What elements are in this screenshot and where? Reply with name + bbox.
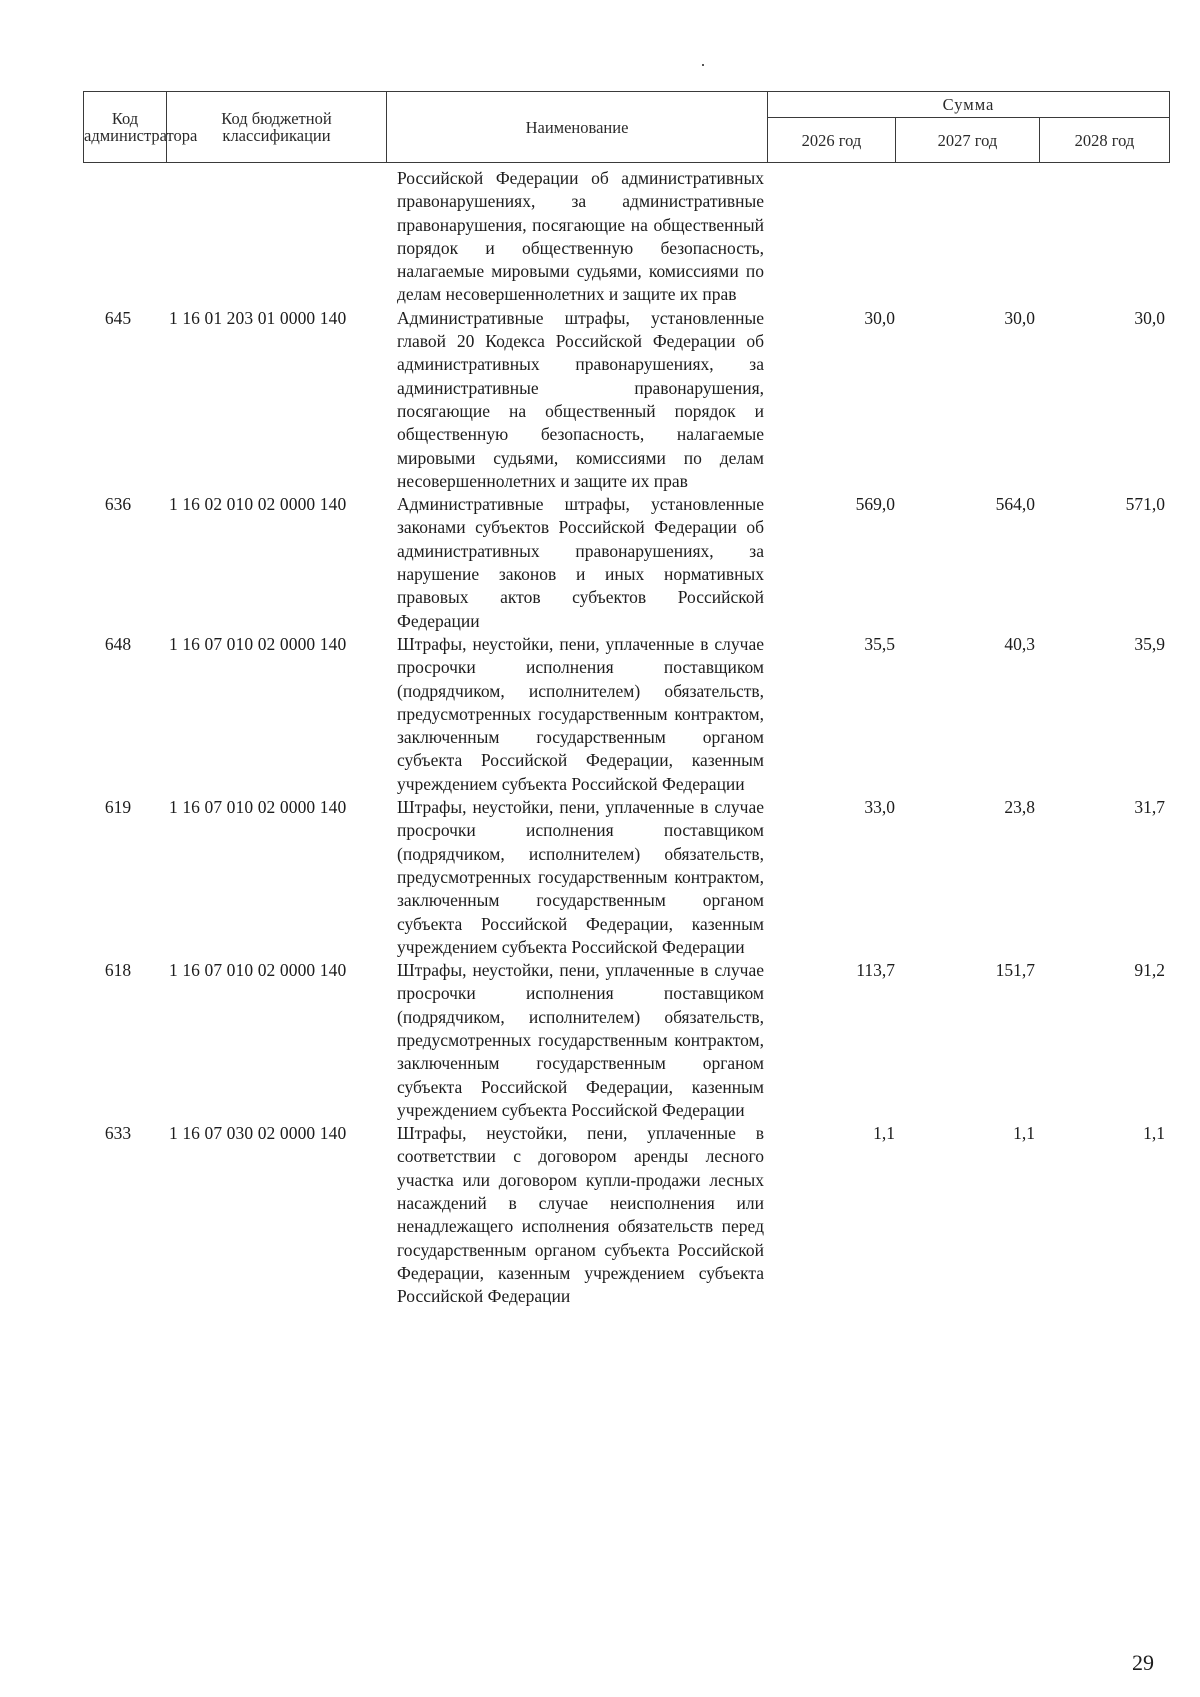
table-header [83, 91, 1170, 163]
amount-2027: 1,1 [1013, 1123, 1035, 1144]
amount-2026: 569,0 [855, 494, 895, 515]
admin-code: 618 [104, 960, 132, 981]
amount-2028: 35,9 [1134, 633, 1165, 654]
admin-code: 619 [104, 797, 132, 818]
header-name: Наименование [387, 92, 768, 163]
table-body [0, 167, 1200, 1309]
admin-code: 645 [104, 307, 132, 328]
amount-2027: 564,0 [995, 494, 1035, 515]
table-row [0, 493, 1200, 633]
item-name: Административные штрафы, установленные законами субъектов Российской Федерации об административных правонарушениях, за нарушение законов и иных нормативных правовых актов субъектов Российской Федерации [397, 494, 764, 631]
item-name: Штрафы, неустойки, пени, уплаченные в случае просрочки исполнения поставщиком (подрядчиком, исполнителем) обязательств, предусмотренных государственным контрактом, заключенным государственным органом субъекта Российской Федерации, казенным учреждением субъекта Российской Федерации [397, 633, 764, 794]
header-year-2027: 2027 год [896, 118, 1040, 163]
amount-2027: 40,3 [1004, 633, 1035, 654]
table-row [0, 307, 1200, 493]
item-name: Штрафы, неустойки, пени, уплаченные в случае просрочки исполнения поставщиком (подрядчиком, исполнителем) обязательств, предусмотренных государственным контрактом, заключенным государственным органом субъекта Российской Федерации, казенным учреждением субъекта Российской Федерации [397, 797, 764, 957]
scan-mark [702, 64, 704, 66]
item-name: Штрафы, неустойки, пени, уплаченные в соответствии с договором аренды лесного участка или договором купли-продажи лесных насаждений в случае неисполнения или ненадлежащего исполнения обязательств перед государственным органом субъекта Российской Федерации, казенным учреждением субъекта Российской Федерации [397, 1123, 764, 1307]
amount-2026: 1,1 [873, 1123, 895, 1144]
amount-2027: 30,0 [1004, 307, 1035, 328]
amount-2027: 23,8 [1004, 797, 1035, 818]
amount-2026: 113,7 [856, 960, 895, 981]
table-row [0, 796, 1200, 959]
table-row [0, 1122, 1200, 1308]
header-sum: Сумма [768, 92, 1170, 118]
amount-2027: 151,7 [995, 960, 1035, 981]
amount-2028: 30,0 [1134, 307, 1165, 328]
amount-2026: 33,0 [864, 797, 895, 818]
amount-2026: 35,5 [864, 633, 895, 654]
admin-code: 636 [104, 494, 132, 515]
header-year-2026: 2026 год [768, 118, 896, 163]
kbk-code: 1 16 07 030 02 0000 140 [169, 1123, 347, 1144]
table-row [0, 167, 1200, 307]
admin-code: 633 [104, 1123, 132, 1144]
amount-2028: 31,7 [1134, 797, 1165, 818]
amount-2028: 91,2 [1134, 960, 1165, 981]
item-name: Административные штрафы, установленные главой 20 Кодекса Российской Федерации об административных правонарушениях, за административные правонарушения, посягающие на общественный порядок и общественную безопасность, налагаемые мировыми судьями, комиссиями по делам несовершеннолетних и защите их прав [397, 307, 764, 491]
admin-code: 648 [104, 633, 132, 654]
item-name: Штрафы, неустойки, пени, уплаченные в случае просрочки исполнения поставщиком (подрядчиком, исполнителем) обязательств, предусмотренных государственным контрактом, заключенным государственным органом субъекта Российской Федерации, казенным учреждением субъекта Российской Федерации [397, 960, 764, 1120]
page-number: 29 [1132, 1650, 1154, 1675]
header-admin-code: Код администратора [84, 92, 167, 163]
header-year-2028: 2028 год [1040, 118, 1170, 163]
table-row [0, 633, 1200, 796]
item-name: Российской Федерации об административных правонарушениях, за административные правонарушения, посягающие на общественный порядок и общественную безопасность, налагаемые мировыми судьями, комиссиями по делам несовершеннолетних и защите их прав [397, 168, 764, 305]
amount-2028: 571,0 [1125, 494, 1165, 515]
kbk-code: 1 16 07 010 02 0000 140 [169, 960, 347, 981]
kbk-code: 1 16 07 010 02 0000 140 [169, 633, 347, 654]
header-kbk: Код бюджетной классификации [167, 92, 387, 163]
table-row [0, 959, 1200, 1122]
amount-2026: 30,0 [864, 307, 895, 328]
kbk-code: 1 16 02 010 02 0000 140 [169, 494, 347, 515]
amount-2028: 1,1 [1143, 1123, 1165, 1144]
kbk-code: 1 16 07 010 02 0000 140 [169, 797, 347, 818]
kbk-code: 1 16 01 203 01 0000 140 [169, 307, 347, 328]
